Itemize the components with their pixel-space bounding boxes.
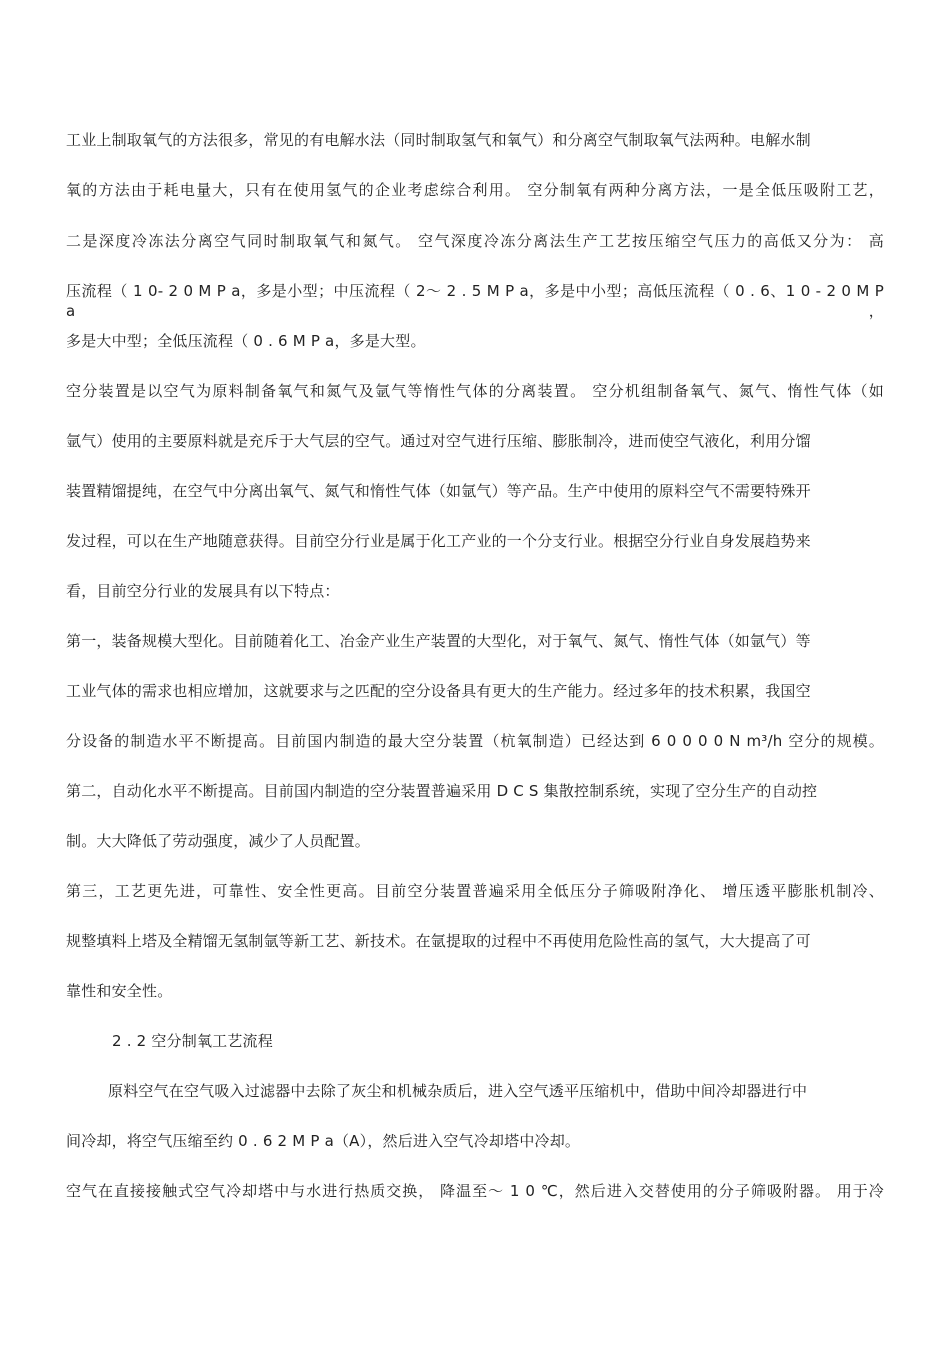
paragraph-1-line-3: 二是深度冷冻法分离空气同时制取氧气和氮气。 空气深度冷冻分离法生产工艺按压缩空气压力的高低又分为： 高 (66, 232, 884, 250)
paragraph-1-line-1: 工业上制取氧气的方法很多，常见的有电解水法（同时制取氢气和氧气）和分离空气制取氧气法两种。电解水制 (66, 131, 811, 149)
section-heading: 2 . 2 空分制氧工艺流程 (112, 1032, 273, 1050)
point-2-line-1: 第二，自动化水平不断提高。目前国内制造的空分装置普遍采用 D C S 集散控制系统，实现了空分生产的自动控 (66, 782, 818, 800)
point-1-line-2: 工业气体的需求也相应增加，这就要求与之匹配的空分设备具有更大的生产能力。经过多年的技术积累，我国空 (66, 682, 811, 700)
point-3-line-2: 规整填料上塔及全精馏无氢制氩等新工艺、新技术。在氩提取的过程中不再使用危险性高的氢气，大大提高了可 (66, 932, 811, 950)
point-3-line-1: 第三，工艺更先进，可靠性、安全性更高。目前空分装置普遍采用全低压分子筛吸附净化、 增压透平膨胀机制冷、 (66, 882, 884, 900)
point-1-line-1: 第一，装备规模大型化。目前随着化工、冶金产业生产装置的大型化，对于氧气、氮气、惰性气体（如氩气）等 (66, 632, 811, 650)
paragraph-2-line-3: 装置精馏提纯，在空气中分离出氧气、氮气和惰性气体（如氩气）等产品。生产中使用的原料空气不需要特殊开 (66, 482, 811, 500)
point-2-line-2: 制。大大降低了劳动强度，减少了人员配置。 (66, 832, 371, 850)
point-1-line-3: 分设备的制造水平不断提高。目前国内制造的最大空分装置（杭氧制造）已经达到 6 0 0 0 0 N m³/h 空分的规模。 (66, 732, 884, 750)
paragraph-2-line-1: 空分装置是以空气为原料制备氧气和氮气及氩气等惰性气体的分离装置。 空分机组制备氧气、氮气、惰性气体（如 (66, 382, 884, 400)
process-paragraph-line-1: 原料空气在空气吸入过滤器中去除了灰尘和机械杂质后，进入空气透平压缩机中，借助中间冷却器进行中 (108, 1082, 808, 1100)
paragraph-1-line-4: 压流程（ 1 0- 2 0 M P a，多是小型；中压流程（ 2～ 2 . 5 M P a，多是中小型；高低压流程（ 0 . 6、1 0 - 2 0 M P a， (66, 282, 884, 320)
paragraph-1-line-5: 多是大中型；全低压流程（ 0 . 6 M P a，多是大型。 (66, 332, 426, 350)
process-paragraph-line-3: 空气在直接接触式空气冷却塔中与水进行热质交换， 降温至～ 1 0 ℃，然后进入交替使用的分子筛吸附器。 用于冷 (66, 1182, 884, 1200)
paragraph-1-line-2: 氧的方法由于耗电量大，只有在使用氢气的企业考虑综合利用。 空分制氧有两种分离方法，一是全低压吸附工艺， (66, 181, 884, 199)
paragraph-2-line-2: 氩气）使用的主要原料就是充斥于大气层的空气。通过对空气进行压缩、膨胀制冷，进而使空气液化，利用分馏 (66, 432, 811, 450)
paragraph-2-line-5: 看，目前空分行业的发展具有以下特点： (66, 582, 340, 600)
paragraph-2-line-4: 发过程，可以在生产地随意获得。目前空分行业是属于化工产业的一个分支行业。根据空分行业自身发展趋势来 (66, 532, 811, 550)
process-paragraph-line-2: 间冷却，将空气压缩至约 0 . 6 2 M P a（A），然后进入空气冷却塔中冷却。 (66, 1132, 581, 1150)
point-3-line-3: 靠性和安全性。 (66, 982, 173, 1000)
